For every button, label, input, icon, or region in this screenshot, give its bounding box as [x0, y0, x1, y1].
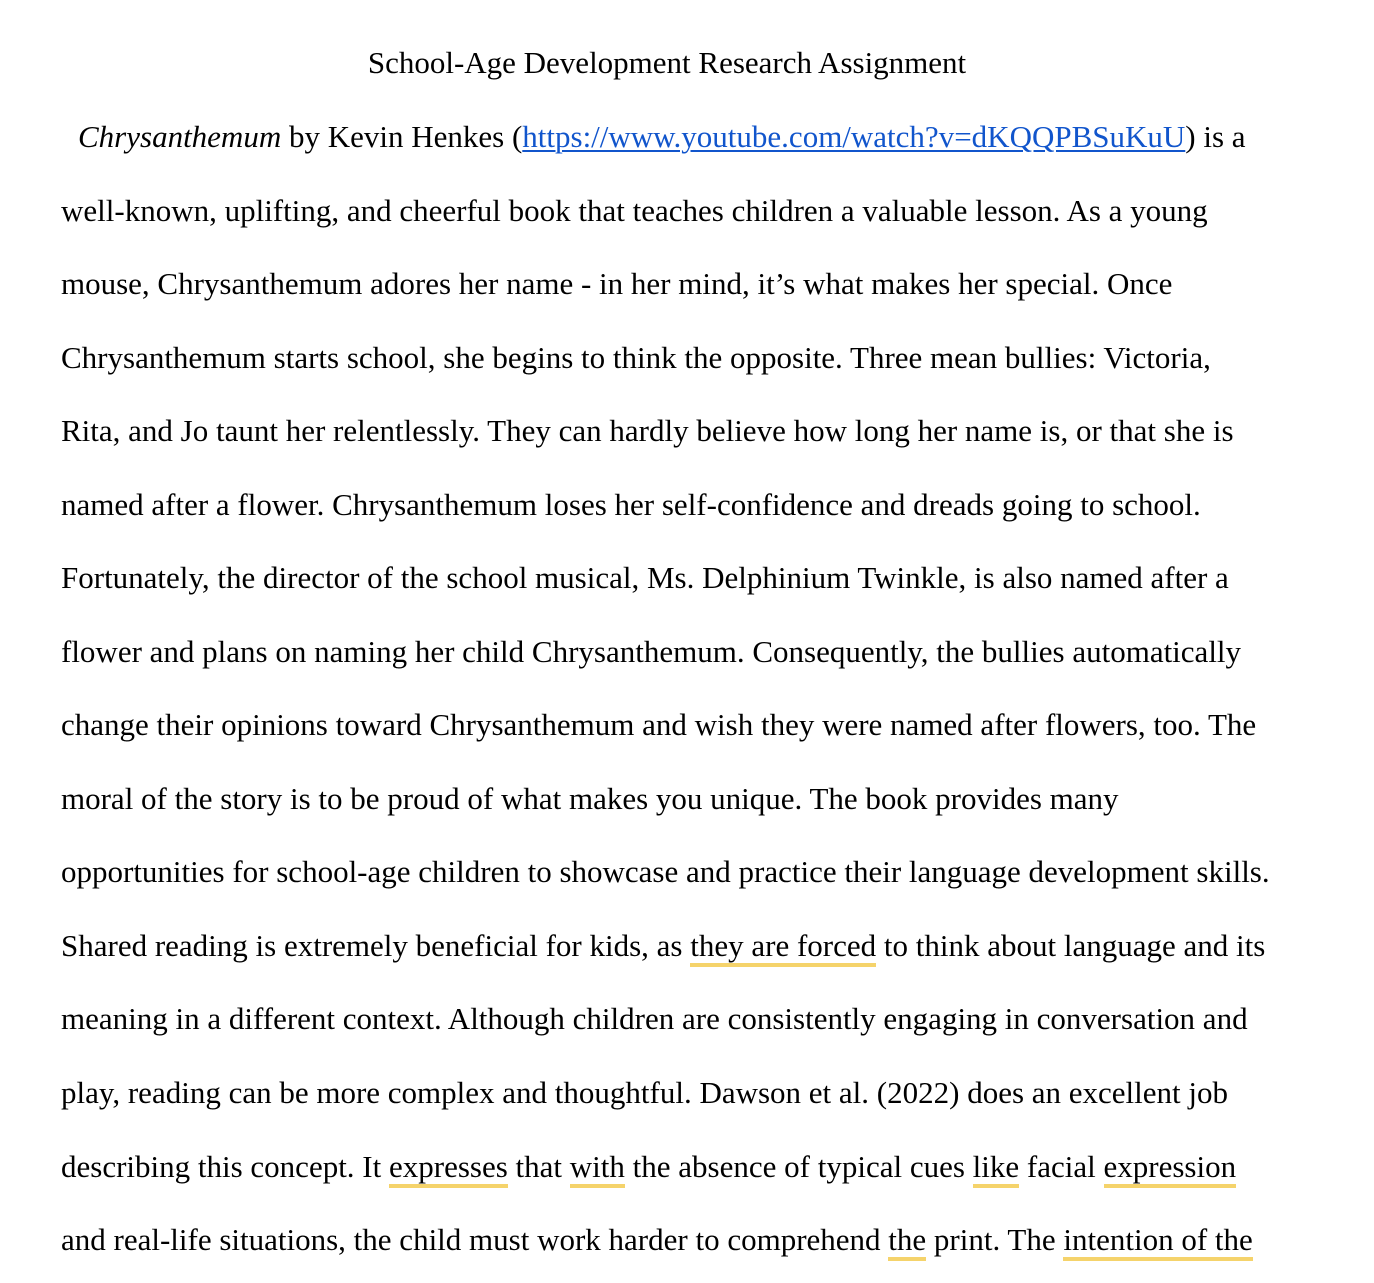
grammar-suggestion[interactable]: like — [973, 1149, 1020, 1188]
text-run: by Kevin Henkes ( — [281, 119, 523, 154]
text-line: meaning in a different context. Although children are consistently engaging in conversation and — [61, 1001, 1248, 1036]
text-line: moral of the story is to be proud of what makes you unique. The book provides many — [61, 781, 1119, 816]
grammar-suggestion[interactable]: intention of the — [1063, 1222, 1252, 1261]
text-line — [61, 1148, 1236, 1186]
text-line: well-known, uplifting, and cheerful book that teaches children a valuable lesson. As a young — [61, 193, 1208, 228]
grammar-suggestion[interactable]: expression — [1104, 1149, 1237, 1188]
grammar-suggestion[interactable]: expresses — [389, 1149, 508, 1188]
text-run: and real-life situations, the child must work harder to comprehend — [61, 1222, 889, 1257]
text-line: named after a flower. Chrysanthemum loses her self-confidence and dreads going to school. — [61, 487, 1201, 522]
text-run: facial — [1019, 1149, 1104, 1184]
grammar-suggestion[interactable]: the — [888, 1222, 926, 1261]
text-line: Chrysanthemum starts school, she begins to think the opposite. Three mean bullies: Victoria, — [61, 340, 1211, 375]
text-run: ) is a — [1185, 119, 1246, 154]
text-run: print. The — [926, 1222, 1064, 1257]
text-run: the absence of typical cues — [624, 1149, 973, 1184]
text-line — [61, 927, 1265, 965]
text-line — [78, 118, 1246, 156]
grammar-suggestion[interactable]: with — [570, 1149, 625, 1188]
text-line: Fortunately, the director of the school musical, Ms. Delphinium Twinkle, is also named after a — [61, 560, 1229, 595]
text-line: opportunities for school-age children to showcase and practice their language development skills. — [61, 854, 1270, 889]
book-title: Chrysanthemum — [78, 119, 282, 154]
text-line: flower and plans on naming her child Chrysanthemum. Consequently, the bullies automatically — [61, 634, 1242, 669]
grammar-suggestion[interactable]: they are forced — [690, 928, 876, 967]
text-line: Rita, and Jo taunt her relentlessly. They can hardly believe how long her name is, or that she is — [61, 413, 1234, 448]
text-run: Shared reading is extremely beneficial for kids, as — [61, 928, 691, 963]
text-line: change their opinions toward Chrysanthemum and wish they were named after flowers, too. The — [61, 707, 1257, 742]
document-title: School-Age Development Research Assignment — [367, 45, 967, 80]
text-line — [61, 1221, 1253, 1259]
text-run: that — [507, 1149, 570, 1184]
text-line: mouse, Chrysanthemum adores her name - in her mind, it’s what makes her special. Once — [61, 266, 1173, 301]
text-run: to think about language and its — [876, 928, 1266, 963]
text-line: play, reading can be more complex and thoughtful. Dawson et al. (2022) does an excellent job — [61, 1075, 1229, 1110]
youtube-link[interactable]: https://www.youtube.com/watch?v=dKQQPBSuKuU — [522, 119, 1186, 154]
text-run: describing this concept. It — [61, 1149, 389, 1184]
